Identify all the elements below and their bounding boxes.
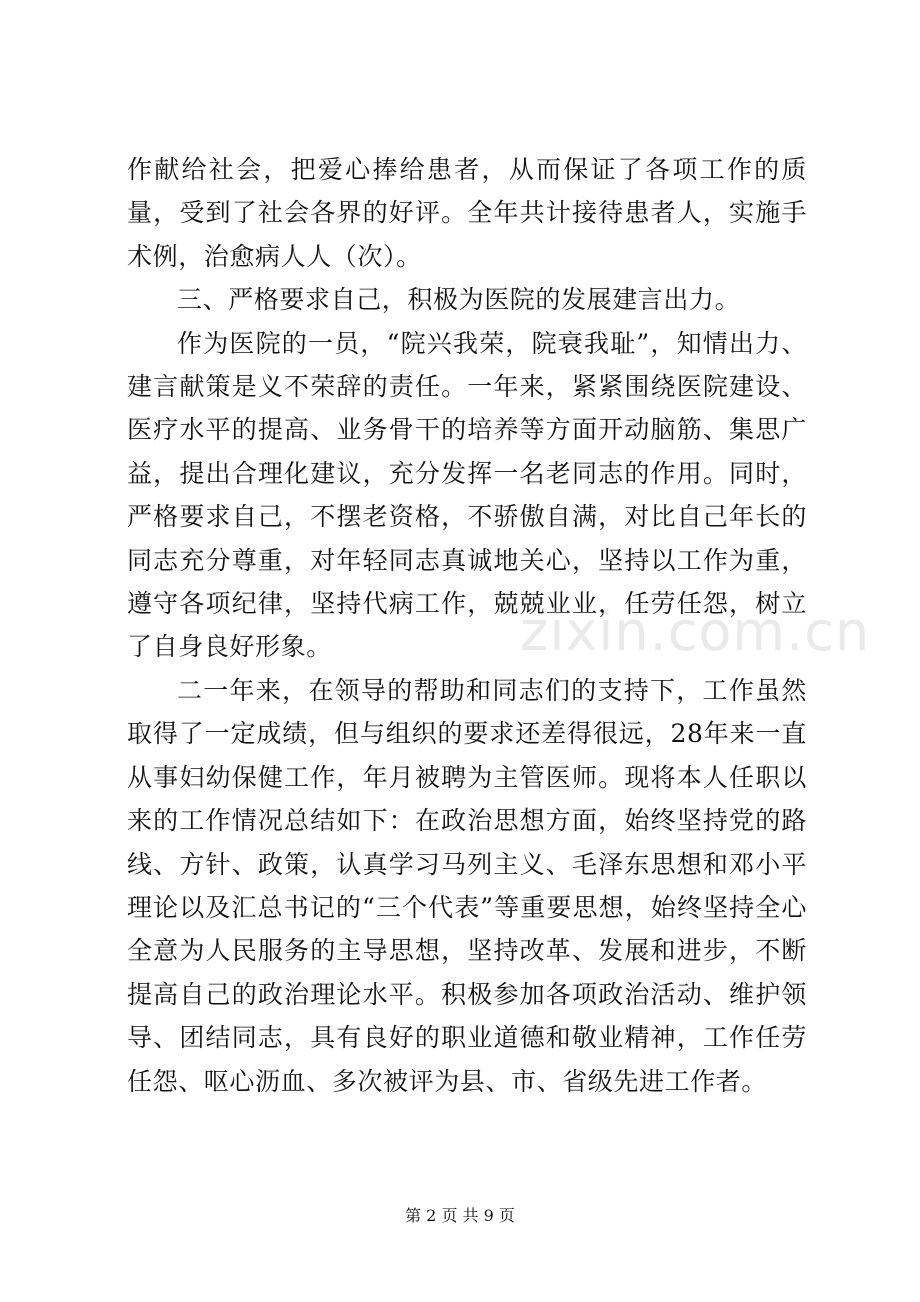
document-body [127, 148, 807, 1103]
paragraph: 作为医院的一员，“院兴我荣，院衰我耻”，知情出力、建言献策是义不荣辞的责任。一年来，紧紧围绕医院建设、医疗水平的提高、业务骨干的培养等方面开动脑筋、集思广益，提出合理化建议，充分发挥一名老同志的作用。同时，严格要求自己，不摆老资格，不骄傲自满，对比自己年长的同志充分尊重，对年轻同志真诚地关心，坚持以工作为重，遵守各项纪律，坚持代病工作，兢兢业业，任劳任怨，树立了自身良好形象。 [127, 328, 807, 662]
paragraph-continuation: 作献给社会，把爱心捧给患者，从而保证了各项工作的质量，受到了社会各界的好评。全年共计接待患者人，实施手术例，治愈病人人（次）。 [127, 155, 807, 271]
page-number-footer: 第 2 页 共 9 页 [405, 1206, 515, 1225]
section-heading: 三、严格要求自己，积极为医院的发展建言出力。 [177, 285, 741, 315]
watermark: zixin.com.cn [520, 600, 871, 663]
paragraph: 二一年来，在领导的帮助和同志们的支持下，工作虽然取得了一定成绩，但与组织的要求还差得很远，28年来一直从事妇幼保健工作，年月被聘为主管医师。现将本人任职以来的工作情况总结如下：在政治思想方面，始终坚持党的路线、方针、政策，认真学习马列主义、毛泽东思想和邓小平理论以及汇总书记的“三个代表”等重要思想，始终坚持全心全意为人民服务的主导思想，坚持改革、发展和进步，不断提高自己的政治理论水平。积极参加各项政治活动、维护领导、团结同志，具有良好的职业道德和敬业精神，工作任劳任怨、呕心沥血、多次被评为县、市、省级先进工作者。 [127, 675, 807, 1096]
